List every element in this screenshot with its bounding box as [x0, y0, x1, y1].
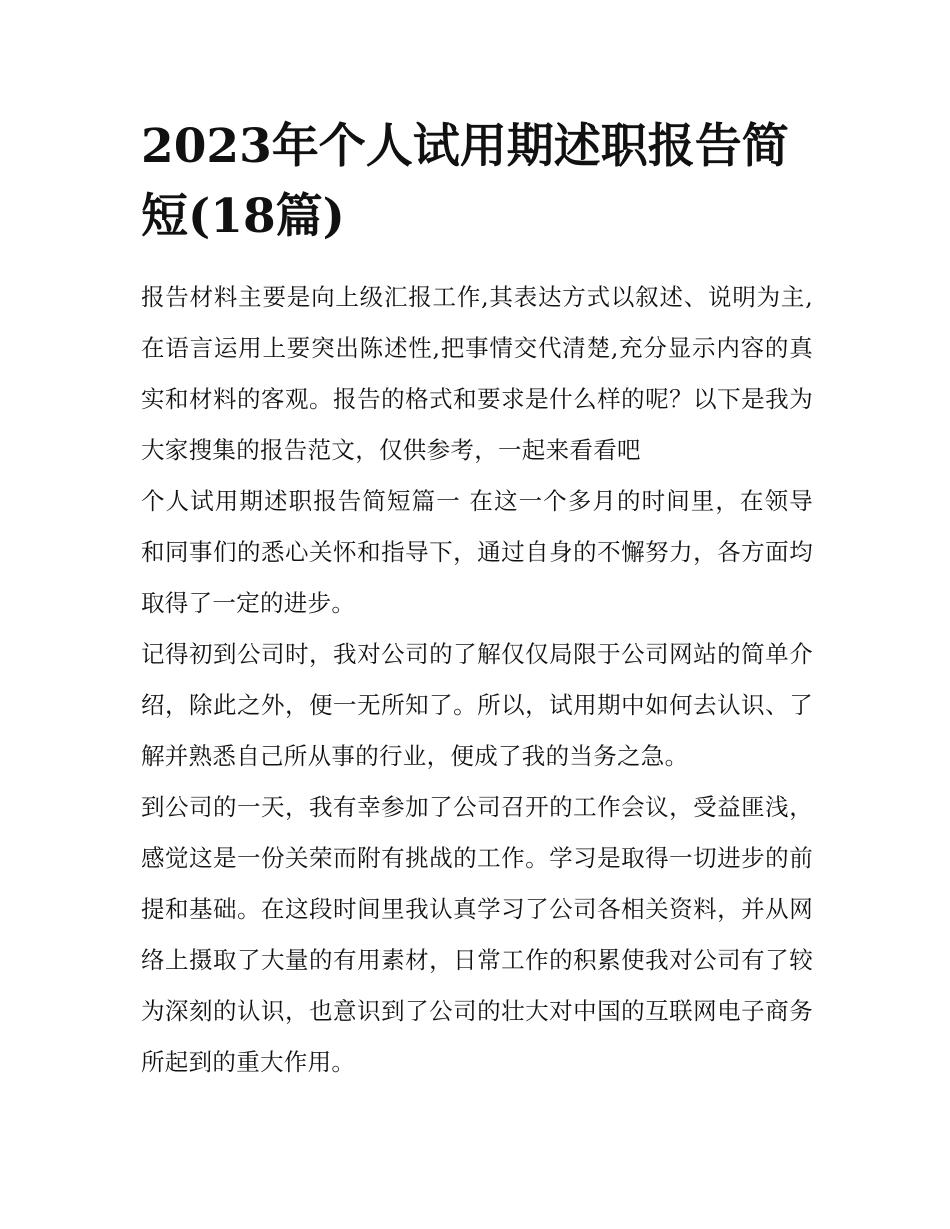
paragraph-2: 记得初到公司时，我对公司的了解仅仅局限于公司网站的简单介绍，除此之外，便一无所知了。所以，试用期中如何去认识、了解并熟悉自己所从事的行业，便成了我的当务之急。	[141, 640, 813, 770]
paragraph-intro: 报告材料主要是向上级汇报工作,其表达方式以叙述、说明为主,在语言运用上要突出陈述性,把事情交代清楚,充分显示内容的真实和材料的客观。报告的格式和要求是什么样的呢？以下是我为大家搜集的报告范文，仅供参考，一起来看看吧	[141, 283, 813, 464]
paragraph-3: 到公司的一天，我有幸参加了公司召开的工作会议，受益匪浅，感觉这是一份关荣而附有挑战的工作。学习是取得一切进步的前提和基础。在这段时间里我认真学习了公司各相关资料，并从网络上摄取了大量的有用素材，日常工作的积累使我对公司有了较为深刻的认识，也意识到了公司的壮大对中国的互联网电子商务所起到的重大作用。	[141, 793, 813, 1076]
document-page	[141, 112, 813, 1088]
document-title: 2023年个人试用期述职报告简短(18篇)	[141, 119, 789, 244]
paragraph-1: 个人试用期述职报告简短篇一 在这一个多月的时间里，在领导和同事们的悉心关怀和指导下，通过自身的不懈努力，各方面均取得了一定的进步。	[141, 487, 813, 617]
